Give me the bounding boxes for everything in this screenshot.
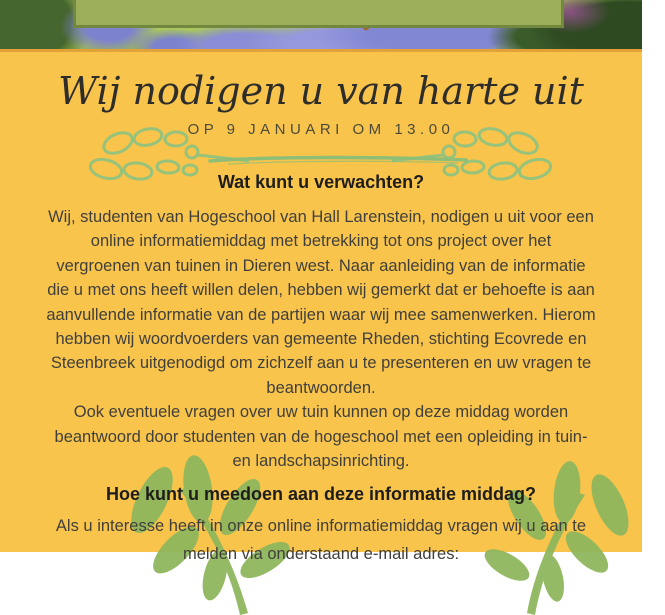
- green-banner: [73, 0, 564, 28]
- invitation-title: Wij nodigen u van harte uit: [58, 69, 584, 113]
- flyer-body: [0, 55, 642, 563]
- brush-underline-icon: [208, 151, 468, 169]
- participation-paragraph: Als u interesse heeft in onze online informatiemiddag vragen wij u aan te melden via onderstaand e-mail adres:: [55, 517, 587, 563]
- event-datetime: OP 9 JANUARI OM 13.00: [187, 121, 455, 138]
- expectations-paragraph: Wij, studenten van Hogeschool van Hall Larenstein, nodigen u uit voor een online informatiemiddag met betrekking tot ons project over het vergroenen van tuinen in Dieren west. Naar aanleiding van de informatie die u met ons heeft willen delen, hebben wij gemerkt dat er behoefte is aan aanvullende informatie van de partijen waar wij mee samenwerken. Hierom hebben wij woordvoerders van gemeente Rheden, stichting Ecovrede en Steenbreek uitgenodigd om zichzelf aan u te presenteren en uw vragen te beantwoorden. Ook eventuele vragen over uw tuin kunnen op deze middag worden beantwoord door studenten van de hogeschool met een opleiding in tuin- en landschapsinrichting.: [46, 208, 596, 471]
- section-heading-expectations: Wat kunt u verwachten?: [217, 172, 425, 192]
- section-heading-participation: Hoe kunt u meedoen aan deze informatie middag?: [105, 484, 537, 504]
